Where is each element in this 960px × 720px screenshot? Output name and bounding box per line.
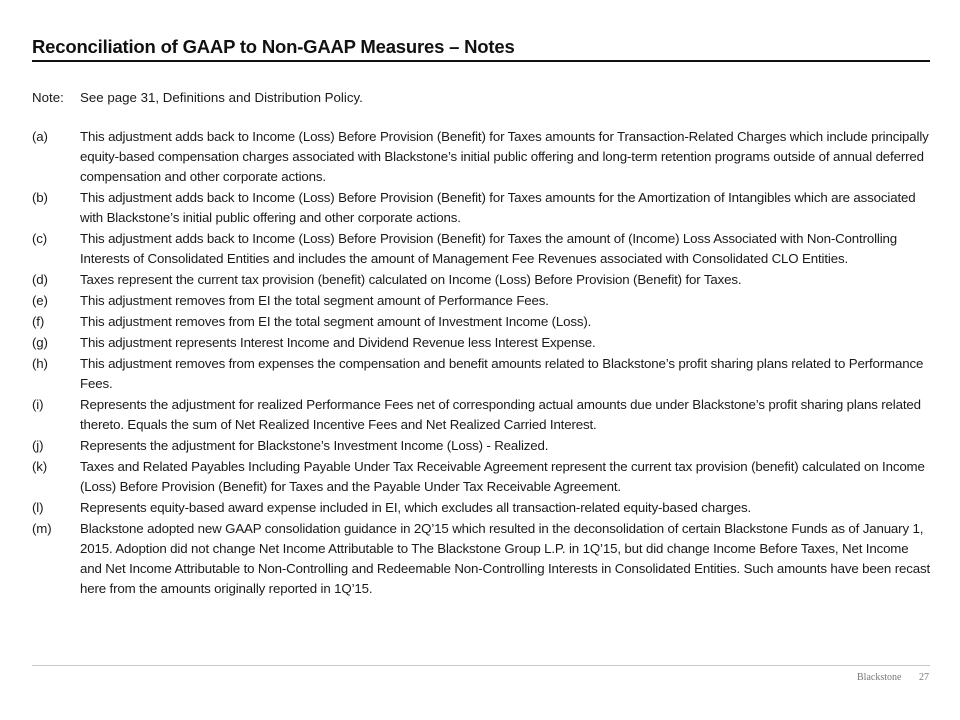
footnote-marker: (b) xyxy=(32,190,48,205)
footnote-marker: (e) xyxy=(32,293,48,308)
footnote-marker: (m) xyxy=(32,521,52,536)
footnote-k xyxy=(32,457,932,497)
footnote-text: Represents equity-based award expense included in EI, which excludes all transaction-related equity-based charges. xyxy=(80,500,752,515)
title-underline xyxy=(32,60,930,62)
footnote-m xyxy=(32,519,932,599)
footnote-g xyxy=(32,333,932,353)
footnote-marker: (g) xyxy=(32,335,48,350)
footnote-h xyxy=(32,354,932,394)
footnote-marker: (h) xyxy=(32,356,48,371)
footnote-l xyxy=(32,498,932,518)
page-title: Reconciliation of GAAP to Non-GAAP Measures – Notes xyxy=(32,36,515,57)
footnote-text: Represents the adjustment for realized Performance Fees net of corresponding actual amounts due under Blackstone’s profit sharing plans related thereto. Equals the sum of Net Realized Incentive Fees and Net Realized Carried Interest. xyxy=(80,397,921,432)
footnote-text: This adjustment removes from expenses the compensation and benefit amounts related to Blackstone’s profit sharing plans related to Performance Fees. xyxy=(80,356,924,391)
note-label: Note: xyxy=(32,90,64,105)
footnote-marker: (i) xyxy=(32,397,44,412)
footnote-e xyxy=(32,291,932,311)
footnote-f xyxy=(32,312,932,332)
footnote-i xyxy=(32,395,932,435)
footnote-marker: (k) xyxy=(32,459,48,474)
footer-brand-logo: Blackstone xyxy=(857,672,902,683)
footnote-marker: (j) xyxy=(32,438,44,453)
footnote-text: Taxes and Related Payables Including Payable Under Tax Receivable Agreement represent the current tax provision (benefit) calculated on Income (Loss) Before Provision (Benefit) for Taxes and the Payable Under Tax Receivable Agreement. xyxy=(80,459,925,494)
footnote-text: This adjustment represents Interest Income and Dividend Revenue less Interest Expense. xyxy=(80,335,596,350)
footnote-a xyxy=(32,127,932,187)
footnote-d xyxy=(32,270,932,290)
footnote-text: Blackstone adopted new GAAP consolidation guidance in 2Q’15 which resulted in the deconsolidation of certain Blackstone Funds as of January 1, 2015. Adoption did not change Net Income Attributable to The Blackstone Group L.P. in 1Q’15, but did change Income Before Taxes, Net Income and Net Income Attributable to Non-Controlling and Redeemable Non-Controlling Interests in Consolidated Entities. Such amounts have been recast here from the amounts originally reported in 1Q’15. xyxy=(80,521,930,596)
footnote-text: Taxes represent the current tax provision (benefit) calculated on Income (Loss) Before Provision (Benefit) for Taxes. xyxy=(80,272,742,287)
footnote-text: This adjustment adds back to Income (Loss) Before Provision (Benefit) for Taxes the amount of (Income) Loss Associated with Non-Controlling Interests of Consolidated Entities and includes the amount of Management Fee Revenues associated with Consolidated CLO Entities. xyxy=(80,231,898,266)
footnote-text: This adjustment removes from EI the total segment amount of Investment Income (Loss). xyxy=(80,314,592,329)
footnote-marker: (l) xyxy=(32,500,44,515)
footnote-text: This adjustment adds back to Income (Loss) Before Provision (Benefit) for Taxes amounts for the Amortization of Intangibles which are associated with Blackstone’s initial public offering and other corporate actions. xyxy=(80,190,916,225)
footnote-marker: (f) xyxy=(32,314,45,329)
footnote-text: Represents the adjustment for Blackstone’s Investment Income (Loss) - Realized. xyxy=(80,438,549,453)
footnote-marker: (a) xyxy=(32,129,48,144)
footnote-b xyxy=(32,188,932,228)
footnotes-list xyxy=(32,127,932,600)
page-number: 27 xyxy=(919,672,929,683)
footnote-marker: (c) xyxy=(32,231,48,246)
footnote-j xyxy=(32,436,932,456)
footnote-c xyxy=(32,229,932,269)
footnote-text: This adjustment removes from EI the total segment amount of Performance Fees. xyxy=(80,293,549,308)
note-text: See page 31, Definitions and Distribution Policy. xyxy=(80,90,363,105)
footnote-text: This adjustment adds back to Income (Loss) Before Provision (Benefit) for Taxes amounts for Transaction-Related Charges which include principally equity-based compensation charges associated with Blackstone’s initial public offering and long-term retention programs outside of annual deferred compensation and other corporate actions. xyxy=(80,129,929,184)
footnote-marker: (d) xyxy=(32,272,48,287)
note-line xyxy=(32,88,363,108)
footer-divider xyxy=(32,665,930,666)
